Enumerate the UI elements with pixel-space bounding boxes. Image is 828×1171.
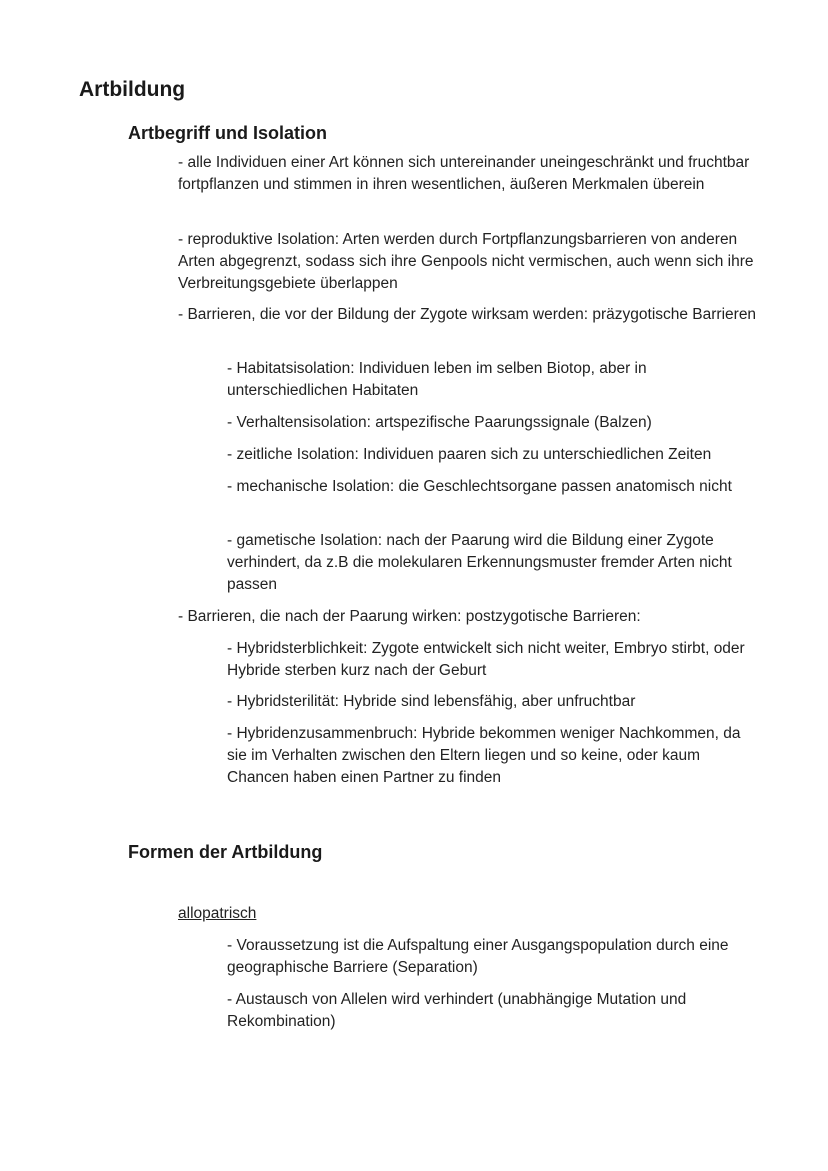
paragraph-postzygotic-barriers: - Barrieren, die nach der Paarung wirken: postzygotische Barrieren: xyxy=(178,608,641,625)
list-item-hybrid-breakdown: - Hybridenzusammenbruch: Hybride bekommen weniger Nachkommen, da sie im Verhalten zwischen den Eltern liegen und so keine, oder kaum Chancen haben einen Partner zu finden xyxy=(227,725,741,786)
list-item-hybrid-sterility: - Hybridsterilität: Hybride sind lebensfähig, aber unfruchtbar xyxy=(227,693,636,710)
paragraph-prezygotic-barriers: - Barrieren, die vor der Bildung der Zygote wirksam werden: präzygotische Barrieren xyxy=(178,306,757,323)
section-heading-formen: Formen der Artbildung xyxy=(128,842,323,862)
list-item-temporal-isolation: - zeitliche Isolation: Individuen paaren sich zu unterschiedlichen Zeiten xyxy=(227,446,712,463)
list-item-mechanical-isolation: - mechanische Isolation: die Geschlechtsorgane passen anatomisch nicht xyxy=(227,478,732,495)
list-item-habitat-isolation: - Habitatsisolation: Individuen leben im selben Biotop, aber in unterschiedlichen Habitaten xyxy=(227,360,647,399)
list-item-hybrid-mortality: - Hybridsterblichkeit: Zygote entwickelt sich nicht weiter, Embryo stirbt, oder Hybride sterben kurz nach der Geburt xyxy=(227,640,745,679)
list-item-gametic-isolation: - gametische Isolation: nach der Paarung wird die Bildung einer Zygote verhindert, da z.B die molekularen Erkennungsmuster fremder Arten nicht passen xyxy=(227,532,732,593)
list-item-behavioral-isolation: - Verhaltensisolation: artspezifische Paarungssignale (Balzen) xyxy=(227,414,652,431)
page-title: Artbildung xyxy=(79,78,186,101)
subheading-allopatrisch: allopatrisch xyxy=(178,905,257,922)
paragraph-reproductive-isolation: - reproduktive Isolation: Arten werden durch Fortpflanzungsbarrieren von anderen Arten abgegrenzt, sodass sich ihre Genpools nicht vermischen, auch wenn sich ihre Verbreitungsgebiete überlappen xyxy=(178,231,754,292)
list-item-allele-exchange: - Austausch von Allelen wird verhindert (unabhängige Mutation und Rekombination) xyxy=(227,991,687,1030)
list-item-separation: - Voraussetzung ist die Aufspaltung einer Ausgangspopulation durch eine geographische Barriere (Separation) xyxy=(227,937,729,976)
section-heading-artbegriff: Artbegriff und Isolation xyxy=(128,123,327,143)
paragraph-definition: - alle Individuen einer Art können sich untereinander uneingeschränkt und fruchtbar fortpflanzen und stimmen in ihren wesentlichen, äußeren Merkmalen überein xyxy=(178,154,750,193)
